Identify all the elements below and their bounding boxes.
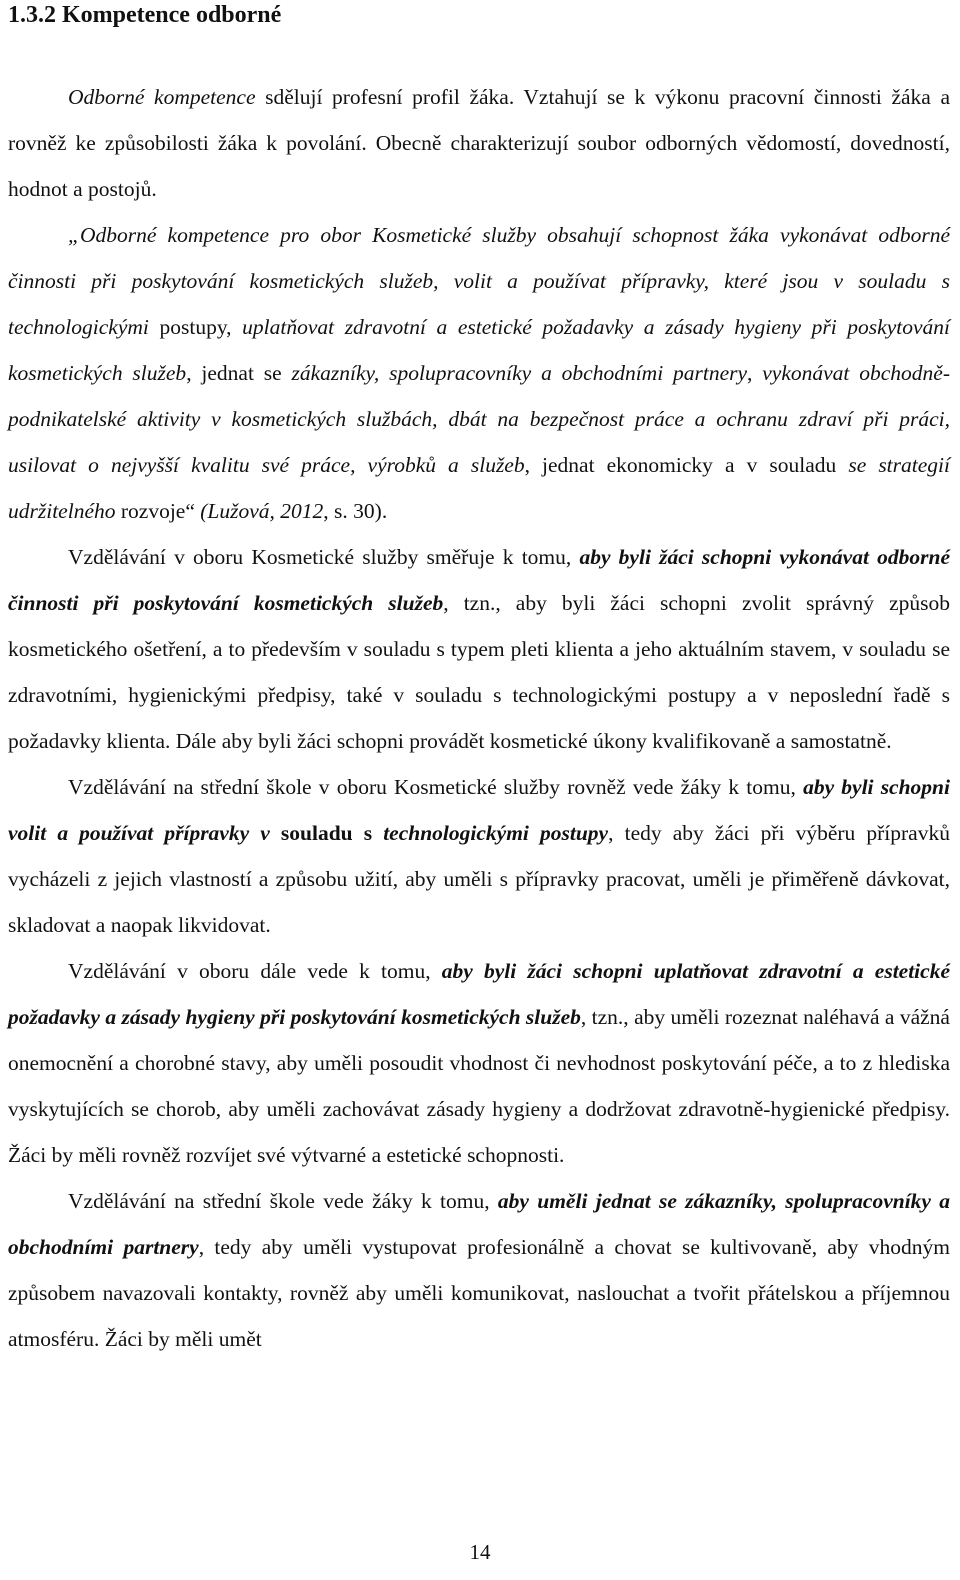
text-run: souladu s — [269, 821, 384, 845]
paragraph — [8, 212, 950, 534]
paragraph — [8, 534, 950, 764]
text-run: , tzn., aby byli žáci schopni zvolit správný způsob kosmetického ošetření, a to především v souladu s typem pleti klienta a jeho aktuálním stavem, v souladu se zdravotními, hygienickými předpisy, také v souladu s technologickými postupy a v neposlední řadě s požadavky klienta. Dále aby byli žáci schopni provádět kosmetické úkony kvalifikovaně a samostatně. — [8, 591, 950, 753]
text-run: zákazníky, spolupracovníky a obchodními partnery — [291, 361, 748, 385]
text-run: technologickými postupy — [383, 821, 609, 845]
text-run: , jednat ekonomicky a v souladu — [524, 453, 849, 477]
section-heading: 1.3.2 Kompetence odborné — [8, 2, 282, 28]
text-run: uplatňovat zdravotní a estetické požadavky a zásady hygieny při poskytování kosmetických služeb — [8, 315, 951, 385]
text-run: sdělují profesní profil žáka. Vztahují se k výkonu pracovní činnosti žáka a rovněž ke způsobilosti žáka k povolání. Obecně charakterizují soubor odborných vědomostí, dovedností, hodnot a postojů. — [8, 85, 950, 201]
text-run: aby byli žáci schopni uplatňovat zdravotní a estetické požadavky a zásady hygieny při poskytování kosmetických služeb — [8, 959, 950, 1029]
text-run: Vzdělávání v oboru dále vede k tomu, — [68, 959, 442, 983]
text-run: postupy, — [148, 315, 243, 339]
body-text — [8, 74, 950, 1362]
paragraph — [8, 764, 950, 948]
text-run: , tedy aby uměli vystupovat profesionálně a chovat se kultivovaně, aby vhodným způsobem navazovali kontakty, rovněž aby uměli komunikovat, naslouchat a tvořit přátelskou a příjemnou atmosféru. Žáci by měli umět — [8, 1235, 950, 1351]
text-run: Vzdělávání v oboru Kosmetické služby směřuje k tomu, — [68, 545, 580, 569]
text-run: vykonávat obchodně-podnikatelské aktivity v kosmetických službách, dbát na bezpečnost práce a ochranu zdraví při práci, usilovat o nejvyšší kvalitu své práce, výrobků a služeb — [8, 361, 950, 477]
text-run: aby uměli jednat se zákazníky, spolupracovníky a obchodními partnery — [8, 1189, 950, 1259]
text-run: , — [747, 361, 763, 385]
text-run: Vzdělávání na střední škole vede žáky k tomu, — [68, 1189, 498, 1213]
paragraph — [8, 74, 950, 212]
text-run: Odborné kompetence — [68, 85, 256, 109]
text-run: aby byli schopni volit a používat přípravky v — [8, 775, 950, 845]
text-run: , s. 30). — [323, 499, 388, 523]
text-run: , tedy aby žáci při výběru přípravků vycházeli z jejich vlastností a způsobu užití, aby uměli s přípravky pracovat, uměli je přiměřeně dávkovat, skladovat a naopak likvidovat. — [8, 821, 950, 937]
text-run: „Odborné kompetence pro obor Kosmetické služby obsahují schopnost žáka vykonávat odborné činnosti při poskytování kosmetických služeb, volit a používat přípravky, které jsou v souladu s technologickými — [8, 223, 950, 339]
page-number: 14 — [469, 1540, 491, 1564]
text-run: se strategií udržitelného — [8, 453, 950, 523]
text-run: , tzn., aby uměli rozeznat naléhavá a vážná onemocnění a chorobné stavy, aby uměli posoudit vhodnost či nevhodnost poskytování péče, a to z hlediska vyskytujících se chorob, aby uměli zachovávat zásady hygieny a dodržovat zdravotně-hygienické předpisy. Žáci by měli rovněž rozvíjet své výtvarné a estetické schopnosti. — [8, 1005, 950, 1167]
text-run: Vzdělávání na střední škole v oboru Kosmetické služby rovněž vede žáky k tomu, — [68, 775, 804, 799]
paragraph — [8, 948, 950, 1178]
text-run: (Lužová, 2012 — [200, 499, 324, 523]
text-run: aby byli žáci schopni vykonávat odborné činnosti při poskytování kosmetických služeb — [8, 545, 950, 615]
paragraph — [8, 1178, 950, 1362]
text-run: , jednat se — [186, 361, 292, 385]
text-run: rozvoje“ — [115, 499, 201, 523]
